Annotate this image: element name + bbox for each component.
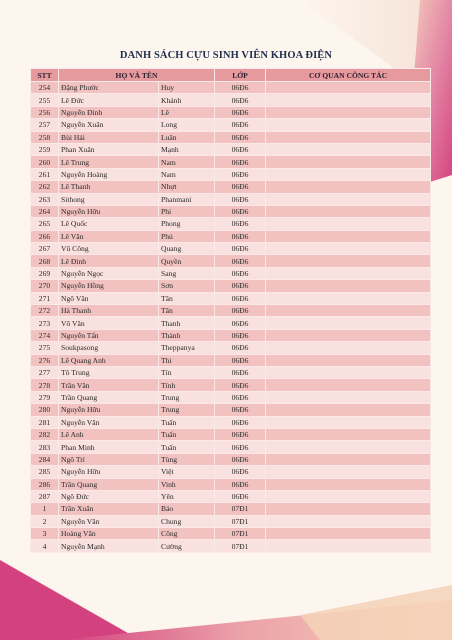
row-last-name: Nguyễn Hồng — [59, 280, 159, 292]
row-stt: 265 — [31, 218, 59, 230]
table-row — [31, 478, 431, 490]
row-organization — [266, 317, 431, 329]
row-last-name: Phan Xuân — [59, 143, 159, 155]
row-first-name: Quang — [159, 243, 215, 255]
row-stt: 261 — [31, 168, 59, 180]
row-last-name: Phan Minh — [59, 441, 159, 453]
row-organization — [266, 391, 431, 403]
table-row — [31, 205, 431, 217]
row-first-name: Vinh — [159, 478, 215, 490]
row-last-name: Nguyễn Văn — [59, 515, 159, 527]
row-organization — [266, 441, 431, 453]
row-stt: 3 — [31, 528, 59, 540]
header-stt: STT — [31, 69, 59, 82]
row-last-name: Lê Đức — [59, 94, 159, 106]
table-row — [31, 503, 431, 515]
row-stt: 270 — [31, 280, 59, 292]
row-class: 06Đ6 — [215, 428, 266, 440]
table-row — [31, 255, 431, 267]
row-last-name: Nguyễn Tấn — [59, 329, 159, 341]
table-row — [31, 354, 431, 366]
row-first-name: Long — [159, 119, 215, 131]
row-last-name: Nguyễn Hoàng — [59, 168, 159, 180]
row-class: 06Đ6 — [215, 193, 266, 205]
table-row — [31, 106, 431, 118]
table-row — [31, 391, 431, 403]
row-last-name: Vũ Công — [59, 243, 159, 255]
table-row — [31, 329, 431, 341]
row-first-name: Việt — [159, 466, 215, 478]
row-stt: 266 — [31, 230, 59, 242]
row-first-name: Yên — [159, 490, 215, 502]
table-body — [31, 82, 431, 553]
row-last-name: Bùi Hải — [59, 131, 159, 143]
row-class: 06Đ6 — [215, 168, 266, 180]
row-stt: 276 — [31, 354, 59, 366]
row-first-name: Nam — [159, 156, 215, 168]
table-row — [31, 131, 431, 143]
row-class: 06Đ6 — [215, 366, 266, 378]
row-last-name: Lê Thanh — [59, 181, 159, 193]
row-first-name: Sang — [159, 267, 215, 279]
table-row — [31, 404, 431, 416]
row-last-name: Trần Quang — [59, 391, 159, 403]
row-class: 06Đ6 — [215, 181, 266, 193]
row-organization — [266, 280, 431, 292]
table-row — [31, 490, 431, 502]
row-stt: 256 — [31, 106, 59, 118]
row-first-name: Phong — [159, 218, 215, 230]
row-stt: 258 — [31, 131, 59, 143]
row-stt: 285 — [31, 466, 59, 478]
row-stt: 273 — [31, 317, 59, 329]
row-stt: 283 — [31, 441, 59, 453]
row-organization — [266, 119, 431, 131]
row-last-name: Nguyễn Hữu — [59, 205, 159, 217]
row-last-name: Nguyễn Hữu — [59, 404, 159, 416]
table-row — [31, 428, 431, 440]
row-stt: 282 — [31, 428, 59, 440]
row-stt: 267 — [31, 243, 59, 255]
row-organization — [266, 267, 431, 279]
row-last-name: Võ Văn — [59, 317, 159, 329]
row-organization — [266, 366, 431, 378]
row-last-name: Soukpasong — [59, 342, 159, 354]
row-class: 06Đ6 — [215, 317, 266, 329]
table-row — [31, 156, 431, 168]
table-row — [31, 366, 431, 378]
row-class: 06Đ6 — [215, 490, 266, 502]
row-class: 06Đ6 — [215, 292, 266, 304]
row-last-name: Trần Xuân — [59, 503, 159, 515]
row-first-name: Thành — [159, 329, 215, 341]
row-organization — [266, 354, 431, 366]
row-last-name: Nguyễn Ngọc — [59, 267, 159, 279]
row-class: 06Đ6 — [215, 391, 266, 403]
row-organization — [266, 379, 431, 391]
table-row — [31, 267, 431, 279]
table-row — [31, 342, 431, 354]
row-first-name: Phanmani — [159, 193, 215, 205]
row-last-name: Nguyễn Xuân — [59, 119, 159, 131]
row-first-name: Tín — [159, 366, 215, 378]
row-stt: 262 — [31, 181, 59, 193]
row-organization — [266, 193, 431, 205]
row-class: 06Đ6 — [215, 280, 266, 292]
table-row — [31, 82, 431, 94]
row-organization — [266, 416, 431, 428]
row-first-name: Mạnh — [159, 143, 215, 155]
row-organization — [266, 466, 431, 478]
row-first-name: Nam — [159, 168, 215, 180]
row-last-name: Lê Văn — [59, 230, 159, 242]
table-row — [31, 317, 431, 329]
table-row — [31, 168, 431, 180]
row-organization — [266, 143, 431, 155]
row-first-name: Tuấn — [159, 441, 215, 453]
row-organization — [266, 528, 431, 540]
row-organization — [266, 181, 431, 193]
row-first-name: Bảo — [159, 503, 215, 515]
row-first-name: Thi — [159, 354, 215, 366]
row-class: 06Đ6 — [215, 131, 266, 143]
table-row — [31, 193, 431, 205]
row-class: 06Đ6 — [215, 379, 266, 391]
row-stt: 284 — [31, 453, 59, 465]
row-class: 06Đ6 — [215, 416, 266, 428]
row-last-name: Tô Trung — [59, 366, 159, 378]
row-first-name: Nhựt — [159, 181, 215, 193]
row-last-name: Nguyễn Văn — [59, 416, 159, 428]
table-row — [31, 230, 431, 242]
table-row — [31, 181, 431, 193]
row-class: 06Đ6 — [215, 94, 266, 106]
row-last-name: Lê Đình — [59, 255, 159, 267]
row-organization — [266, 342, 431, 354]
row-class: 06Đ6 — [215, 82, 266, 94]
header-org: CƠ QUAN CÔNG TÁC — [266, 69, 431, 82]
row-first-name: Quyền — [159, 255, 215, 267]
alumni-table — [30, 68, 431, 553]
row-first-name: Huy — [159, 82, 215, 94]
table-row — [31, 466, 431, 478]
table-row — [31, 379, 431, 391]
row-stt: 272 — [31, 305, 59, 317]
row-last-name: Ngô Trí — [59, 453, 159, 465]
table-row — [31, 515, 431, 527]
row-stt: 271 — [31, 292, 59, 304]
row-stt: 1 — [31, 503, 59, 515]
row-class: 07Đ1 — [215, 515, 266, 527]
row-class: 06Đ6 — [215, 106, 266, 118]
row-class: 06Đ6 — [215, 354, 266, 366]
row-last-name: Lê Trung — [59, 156, 159, 168]
row-stt: 259 — [31, 143, 59, 155]
row-class: 06Đ6 — [215, 230, 266, 242]
row-first-name: Lê — [159, 106, 215, 118]
row-class: 06Đ6 — [215, 143, 266, 155]
row-first-name: Tân — [159, 292, 215, 304]
table-header-row — [31, 69, 431, 82]
row-class: 06Đ6 — [215, 466, 266, 478]
row-organization — [266, 243, 431, 255]
row-stt: 275 — [31, 342, 59, 354]
row-class: 06Đ6 — [215, 205, 266, 217]
row-class: 07Đ1 — [215, 503, 266, 515]
header-name: HỌ VÀ TÊN — [59, 69, 215, 82]
row-first-name: Thanh — [159, 317, 215, 329]
row-organization — [266, 540, 431, 552]
row-first-name: Cường — [159, 540, 215, 552]
row-first-name: Phú — [159, 230, 215, 242]
row-last-name: Sithong — [59, 193, 159, 205]
row-last-name: Ngô Văn — [59, 292, 159, 304]
row-first-name: Công — [159, 528, 215, 540]
row-last-name: Hà Thanh — [59, 305, 159, 317]
row-class: 06Đ6 — [215, 267, 266, 279]
row-class: 06Đ6 — [215, 243, 266, 255]
row-last-name: Lê Quốc — [59, 218, 159, 230]
row-organization — [266, 156, 431, 168]
row-stt: 4 — [31, 540, 59, 552]
table-row — [31, 119, 431, 131]
row-stt: 269 — [31, 267, 59, 279]
row-class: 06Đ6 — [215, 156, 266, 168]
row-last-name: Trần Quang — [59, 478, 159, 490]
table-row — [31, 305, 431, 317]
row-organization — [266, 255, 431, 267]
table-row — [31, 243, 431, 255]
row-first-name: Luân — [159, 131, 215, 143]
row-stt: 268 — [31, 255, 59, 267]
row-organization — [266, 292, 431, 304]
table-row — [31, 540, 431, 552]
row-last-name: Trần Văn — [59, 379, 159, 391]
row-class: 06Đ6 — [215, 441, 266, 453]
row-stt: 274 — [31, 329, 59, 341]
row-class: 07Đ1 — [215, 540, 266, 552]
page-title: DANH SÁCH CỰU SINH VIÊN KHOA ĐIỆN — [119, 50, 333, 61]
row-stt: 263 — [31, 193, 59, 205]
row-class: 06Đ6 — [215, 329, 266, 341]
table-row — [31, 94, 431, 106]
row-stt: 254 — [31, 82, 59, 94]
row-organization — [266, 168, 431, 180]
row-organization — [266, 218, 431, 230]
row-last-name: Nguyễn Mạnh — [59, 540, 159, 552]
row-last-name: Ngô Đức — [59, 490, 159, 502]
row-class: 06Đ6 — [215, 218, 266, 230]
row-organization — [266, 94, 431, 106]
row-organization — [266, 453, 431, 465]
header-class: LỚP — [215, 69, 266, 82]
row-organization — [266, 82, 431, 94]
row-last-name: Nguyễn Hữu — [59, 466, 159, 478]
row-organization — [266, 131, 431, 143]
row-first-name: Phi — [159, 205, 215, 217]
row-organization — [266, 404, 431, 416]
row-organization — [266, 205, 431, 217]
row-stt: 260 — [31, 156, 59, 168]
row-first-name: Theppanya — [159, 342, 215, 354]
row-stt: 2 — [31, 515, 59, 527]
row-first-name: Trung — [159, 404, 215, 416]
row-class: 06Đ6 — [215, 305, 266, 317]
table-row — [31, 280, 431, 292]
row-last-name: Lê Anh — [59, 428, 159, 440]
table-row — [31, 453, 431, 465]
row-first-name: Tuấn — [159, 416, 215, 428]
row-last-name: Nguyễn Đình — [59, 106, 159, 118]
row-organization — [266, 515, 431, 527]
row-class: 06Đ6 — [215, 255, 266, 267]
row-class: 06Đ6 — [215, 404, 266, 416]
row-stt: 280 — [31, 404, 59, 416]
table-row — [31, 416, 431, 428]
row-stt: 257 — [31, 119, 59, 131]
row-organization — [266, 305, 431, 317]
row-last-name: Đặng Phước — [59, 82, 159, 94]
row-stt: 287 — [31, 490, 59, 502]
row-first-name: Tính — [159, 379, 215, 391]
row-last-name: Lê Quang Anh — [59, 354, 159, 366]
row-stt: 286 — [31, 478, 59, 490]
row-organization — [266, 478, 431, 490]
table-row — [31, 292, 431, 304]
row-stt: 281 — [31, 416, 59, 428]
row-class: 06Đ6 — [215, 119, 266, 131]
row-class: 07Đ1 — [215, 528, 266, 540]
row-organization — [266, 503, 431, 515]
row-class: 06Đ6 — [215, 342, 266, 354]
row-stt: 255 — [31, 94, 59, 106]
row-stt: 264 — [31, 205, 59, 217]
row-organization — [266, 230, 431, 242]
row-organization — [266, 106, 431, 118]
row-first-name: Tuấn — [159, 428, 215, 440]
row-organization — [266, 490, 431, 502]
row-stt: 277 — [31, 366, 59, 378]
table-row — [31, 441, 431, 453]
table-row — [31, 218, 431, 230]
row-class: 06Đ6 — [215, 453, 266, 465]
row-first-name: Trung — [159, 391, 215, 403]
row-first-name: Tân — [159, 305, 215, 317]
row-first-name: Sơn — [159, 280, 215, 292]
row-first-name: Tùng — [159, 453, 215, 465]
row-first-name: Chung — [159, 515, 215, 527]
row-first-name: Khánh — [159, 94, 215, 106]
row-stt: 279 — [31, 391, 59, 403]
row-stt: 278 — [31, 379, 59, 391]
table-row — [31, 528, 431, 540]
row-organization — [266, 428, 431, 440]
row-last-name: Hoàng Văn — [59, 528, 159, 540]
row-organization — [266, 329, 431, 341]
row-class: 06Đ6 — [215, 478, 266, 490]
table-row — [31, 143, 431, 155]
